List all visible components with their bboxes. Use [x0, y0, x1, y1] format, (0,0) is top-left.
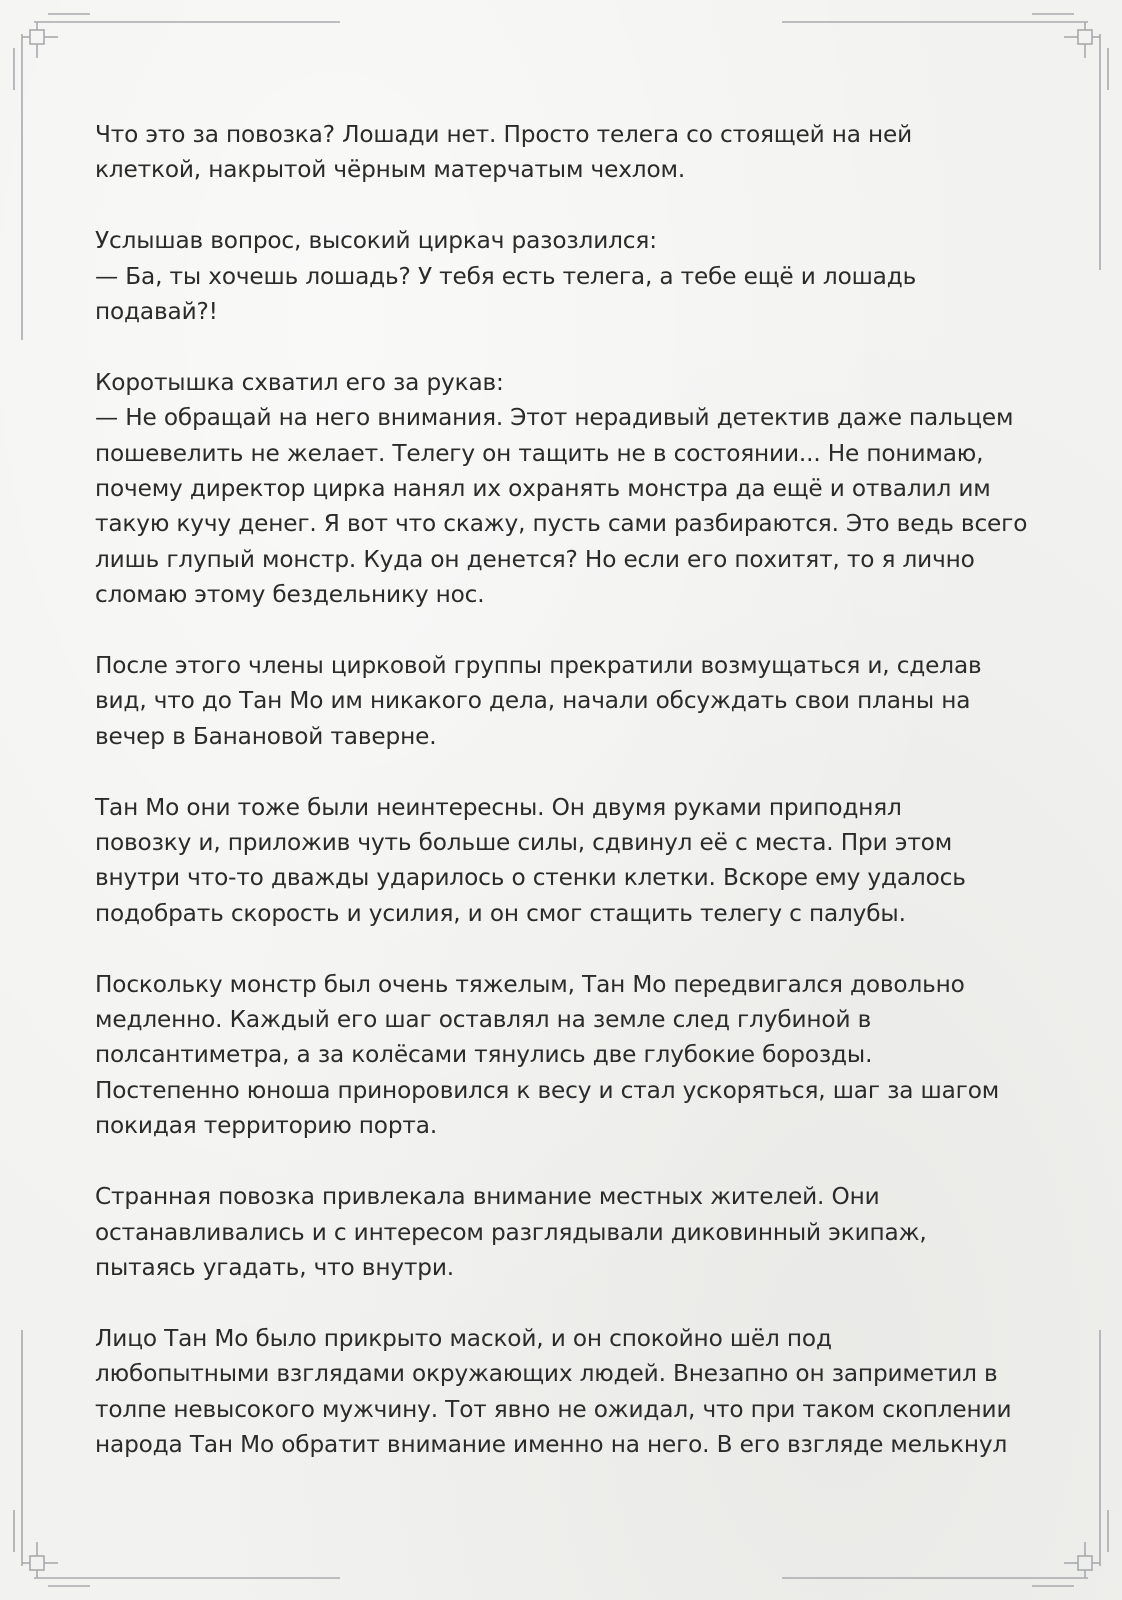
text-line: покидая территорию порта. — [95, 1112, 438, 1140]
text-line: сломаю этому бездельнику нос. — [95, 581, 485, 609]
text-line: повозку и, приложив чуть больше силы, сдвинул её с места. При этом — [95, 829, 953, 857]
text-line: Странная повозка привлекала внимание местных жителей. Они — [95, 1183, 880, 1211]
text-line: Постепенно юноша приноровился к весу и стал ускоряться, шаг за шагом — [95, 1076, 1000, 1104]
text-line: Поскольку монстр был очень тяжелым, Тан Мо передвигался довольно — [95, 970, 965, 998]
text-line: вид, что до Тан Мо им никакого дела, начали обсуждать свои планы на — [95, 687, 971, 715]
text-line: полсантиметра, а за колёсами тянулись две глубокие борозды. — [95, 1041, 873, 1069]
text-line: любопытными взглядами окружающих людей. Внезапно он заприметил в — [95, 1360, 998, 1388]
text-line: вечер в Банановой таверне. — [95, 722, 437, 750]
text-line: подавай?! — [95, 298, 218, 326]
text-line: почему директор цирка нанял их охранять монстра да ещё и отвалил им — [95, 475, 991, 503]
text-line: подобрать скорость и усилия, и он смог стащить телегу с палубы. — [95, 899, 906, 927]
document-body — [95, 117, 1035, 1498]
text-line: внутри что-то дважды ударилось о стенки клетки. Вскоре ему удалось — [95, 864, 966, 892]
text-line: такую кучу денег. Я вот что скажу, пусть сами разбираются. Это ведь всего — [95, 510, 1028, 538]
paragraph — [95, 790, 1035, 932]
text-line: пошевелить не желает. Телегу он тащить не в состоянии... Не понимаю, — [95, 439, 984, 467]
paragraph — [95, 1321, 1035, 1463]
text-line: Коротышка схватил его за рукав: — [95, 368, 504, 396]
text-line: — Не обращай на него внимания. Этот нерадивый детектив даже пальцем — [95, 404, 1014, 432]
text-line: народа Тан Мо обратит внимание именно на него. В его взгляде мелькнул — [95, 1430, 1008, 1458]
text-line: — Ба, ты хочешь лошадь? У тебя есть телега, а тебе ещё и лошадь — [95, 262, 917, 290]
text-line: пытаясь угадать, что внутри. — [95, 1253, 454, 1281]
text-line: Услышав вопрос, высокий циркач разозлился: — [95, 227, 657, 255]
paragraph — [95, 117, 1035, 188]
text-line: останавливались и с интересом разглядывали диковинный экипаж, — [95, 1218, 927, 1246]
text-line: После этого члены цирковой группы прекратили возмущаться и, сделав — [95, 652, 982, 680]
text-line: Что это за повозка? Лошади нет. Просто телега со стоящей на ней — [95, 121, 913, 148]
text-line: лишь глупый монстр. Куда он денется? Но если его похитят, то я лично — [95, 545, 975, 573]
text-line: толпе невысокого мужчину. Тот явно не ожидал, что при таком скоплении — [95, 1395, 1012, 1423]
paragraph — [95, 967, 1035, 1144]
text-line: медленно. Каждый его шаг оставлял на земле след глубиной в — [95, 1006, 872, 1034]
paragraph — [95, 1179, 1035, 1285]
text-line: Лицо Тан Мо было прикрыто маской, и он спокойно шёл под — [95, 1324, 832, 1352]
text-line: клеткой, накрытой чёрным матерчатым чехлом. — [95, 156, 686, 184]
text-line: Тан Мо они тоже были неинтересны. Он двумя руками приподнял — [95, 793, 902, 821]
paragraph — [95, 648, 1035, 754]
paragraph — [95, 365, 1035, 613]
paragraph — [95, 223, 1035, 329]
